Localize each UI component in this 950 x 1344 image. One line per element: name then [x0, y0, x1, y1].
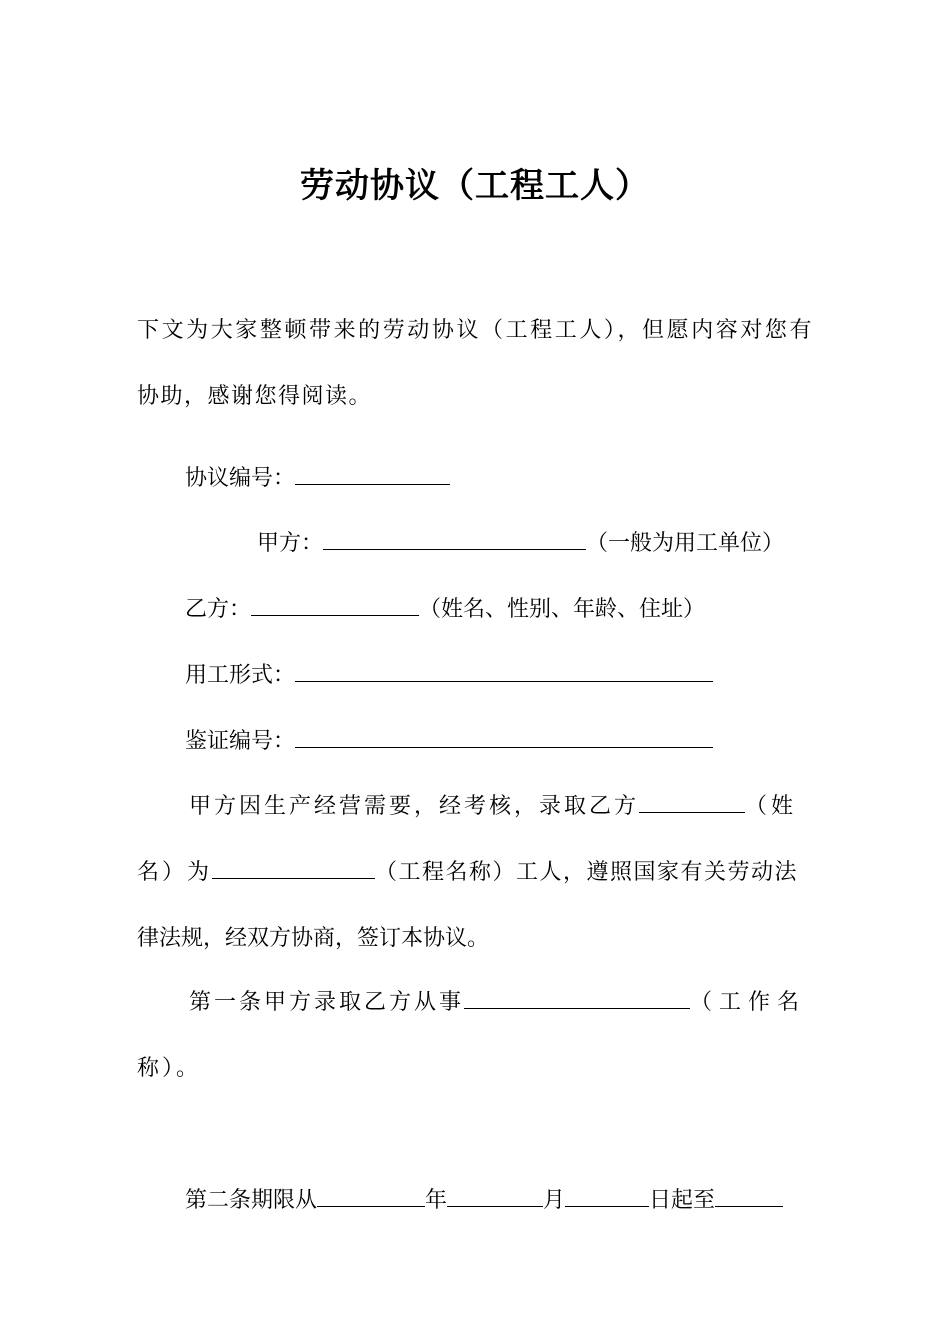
project-name-blank[interactable] — [212, 858, 375, 879]
paragraph-1-text-c: 名）为 — [137, 860, 213, 885]
article-1-text-a: 第一条甲方录取乙方从事 — [189, 990, 465, 1015]
party-b-note: （姓名、性别、年龄、住址） — [419, 597, 706, 622]
end-year-blank[interactable] — [715, 1186, 783, 1207]
employment-form-label: 用工形式： — [185, 663, 296, 688]
intro-text-2: 协助，感谢您得阅读。 — [137, 384, 373, 409]
intro-text-1: 下文为大家整顿带来的劳动协议（工程工人），但愿内容对您有 — [137, 318, 813, 343]
party-a-note: （一般为用工单位） — [586, 531, 785, 556]
agreement-number-row — [185, 464, 450, 494]
party-b-row — [185, 595, 705, 625]
start-day-blank[interactable] — [565, 1186, 649, 1207]
employment-form-blank[interactable] — [295, 661, 713, 682]
article-2-day: 日起至 — [649, 1188, 716, 1213]
agreement-number-blank[interactable] — [295, 464, 450, 485]
verification-number-blank[interactable] — [295, 727, 713, 748]
article-1-line-1 — [189, 988, 806, 1018]
start-year-blank[interactable] — [317, 1186, 425, 1207]
party-a-blank[interactable] — [323, 529, 586, 550]
agreement-number-label: 协议编号： — [185, 466, 296, 491]
paragraph-1-line-1 — [189, 792, 797, 822]
paragraph-1-line-3 — [137, 924, 489, 954]
article-1-text-b: （工作名 — [690, 990, 807, 1015]
paragraph-1-text-a: 甲方因生产经营需要，经考核，录取乙方 — [189, 794, 640, 819]
intro-line-2 — [137, 382, 372, 412]
document-title: 劳动协议（工程工人） — [300, 166, 650, 206]
paragraph-1-line-2 — [137, 858, 798, 888]
verification-number-label: 鉴证编号： — [185, 729, 296, 754]
worker-name-blank[interactable] — [639, 792, 745, 813]
party-a-row — [257, 529, 784, 559]
article-2-year: 年 — [425, 1188, 448, 1213]
start-month-blank[interactable] — [447, 1186, 543, 1207]
intro-line-1 — [137, 316, 813, 346]
party-b-label: 乙方： — [185, 597, 252, 622]
article-2-month: 月 — [543, 1188, 566, 1213]
paragraph-1-text-d: （工程名称）工人，遵照国家有关劳动法 — [375, 860, 799, 885]
party-b-blank[interactable] — [251, 595, 419, 616]
verification-number-row — [185, 727, 713, 757]
article-2-text-a: 第二条期限从 — [185, 1188, 318, 1213]
paragraph-1-text-b: （姓 — [745, 794, 798, 819]
party-a-label: 甲方： — [257, 531, 324, 556]
article-1-line-2 — [137, 1054, 201, 1084]
article-2-line-1 — [185, 1186, 783, 1216]
job-title-blank[interactable] — [464, 988, 690, 1009]
employment-form-row — [185, 661, 713, 691]
paragraph-1-text-e: 律法规，经双方协商，签订本协议。 — [137, 926, 490, 951]
article-1-text-c: 称）。 — [137, 1056, 202, 1081]
